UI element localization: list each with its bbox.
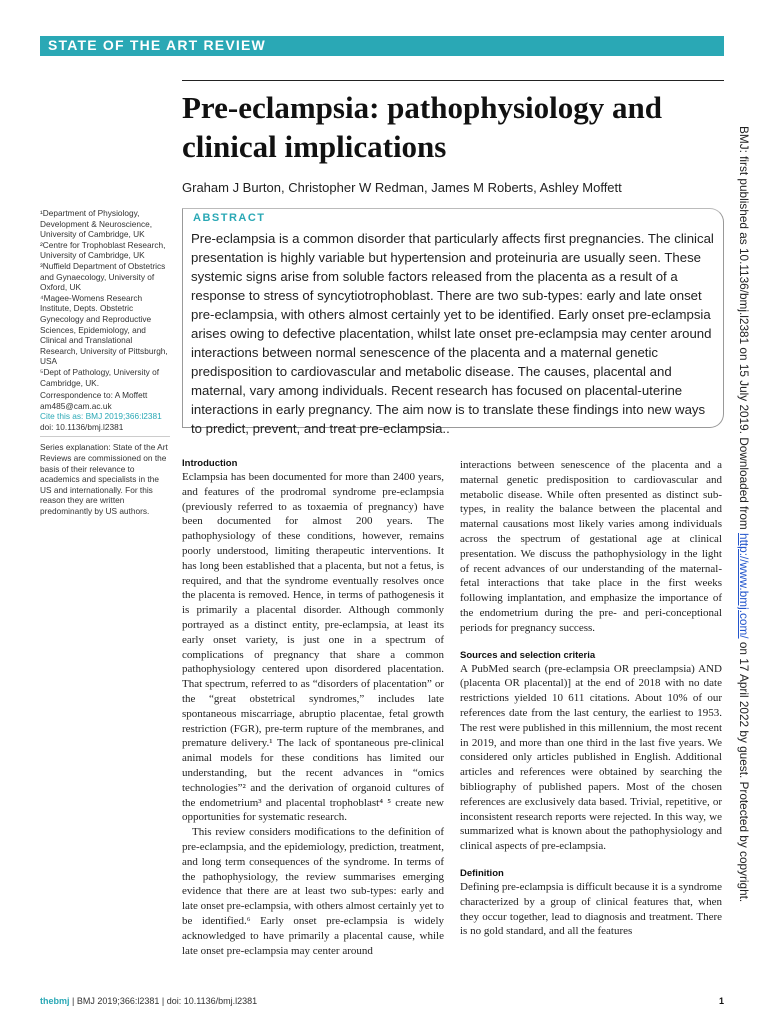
title-rule bbox=[182, 80, 724, 81]
sidebar-divider bbox=[40, 436, 170, 437]
intro-paragraph-1: Eclampsia has been documented for more than 2400 years, and features of the prodromal syndrome pre-eclampsia (previously referred to as toxaemia of pregnancy) have been documented for almost 200 years. The pathophysiology of these conditions, however, remains poorly understood, limiting therapeutic interventions. It has long been established that a placenta, but not a fetus, is required, and that the syndrome eventually resolves once the placenta is removed. Hence, in terms of pathogenesis it is primarily a placental disorder. Although commonly portrayed as a distinct entity, pre-eclampsia, at least its early onset variety, is just one in a spectrum of complications of pregnancy that share a common pathophysiology centered upon disordered placentation. That spectrum, referred to as “disorders of placentation” or the “great obstetrical syndromes,” includes late spontaneous miscarriage, abruptio placentae, fetal growth restriction (FGR), pre-term rupture of the membranes, and premature delivery.¹ The lack of spontaneous pre-clinical animal models for these conditions has limited our understanding, but the recent advances in “omics technologies”² and the derivation of organoid cultures of the endometrium³ and placental trophoblast⁴ ⁵ create new opportunities for systematic research. bbox=[182, 471, 444, 824]
doi-text: doi: 10.1136/bmj.l2381 bbox=[40, 421, 124, 432]
section-label: STATE OF THE ART REVIEW bbox=[48, 37, 266, 53]
abstract-box bbox=[182, 208, 724, 436]
series-explanation: Series explanation: State of the Art Reviews are commissioned on the basis of their relevance to academics and specialists in the US and internationally. For this reason they are written predominantly by US authors. bbox=[40, 442, 168, 517]
notice-prefix: BMJ: first published as 10.1136/bmj.l2381 on 15 July 2019. Downloaded from bbox=[737, 126, 751, 534]
abstract-label: ABSTRACT bbox=[193, 212, 266, 224]
author-list: Graham J Burton, Christopher W Redman, James M Roberts, Ashley Moffett bbox=[182, 180, 622, 195]
download-notice bbox=[737, 126, 759, 903]
bmj-logo: thebmj bbox=[40, 996, 70, 1006]
correspondence-email[interactable]: am485@cam.ac.uk bbox=[40, 400, 112, 411]
page-number: 1 bbox=[718, 996, 724, 1006]
article-title: Pre-eclampsia: pathophysiology and clinical implications bbox=[182, 90, 662, 164]
correspondence-label: Correspondence to: A Moffett bbox=[40, 390, 148, 401]
intro-paragraph-2: This review considers modifications to the definition of pre-eclampsia, and the epidemiology, prediction, treatment, and long term consequences of the syndrome. In terms of the pathophysiology, the review summarises emerging evidence that there are at least two sub-types: early and late onset pre-eclampsia, with others almost certainly yet to be identified.⁶ Early onset pre-eclampsia is widely acknowledged to have primarily a placental cause, while late onset pre-eclampsia may center around bbox=[182, 826, 444, 957]
sidebar bbox=[40, 208, 170, 517]
body-column-right bbox=[460, 458, 722, 939]
definition-paragraph: Defining pre-eclampsia is difficult because it is a syndrome characterized by a group of clinical features that, when they occur together, lead to diagnosis and treatment. There is no gold standard, and all the features bbox=[460, 880, 722, 938]
sources-heading: Sources and selection criteria bbox=[460, 649, 596, 661]
cite-this-as: Cite this as: BMJ 2019;366:l2381 bbox=[40, 411, 162, 422]
abstract-text: Pre-eclampsia is a common disorder that particularly affects first pregnancies. The clinical presentation is highly variable but hypertension and proteinuria are usually seen. These systemic signs arise from soluble factors released from the placenta as a result of a response to stress of syncytiotrophoblast. There are two sub-types: early and late onset pre-eclampsia, with others almost certainly yet to be identified. Early onset pre-eclampsia arises owing to defective placentation, whilst late onset pre-eclampsia may center around interactions between normal senescence of the placenta and a maternal genetic predisposition to cardiovascular and metabolic disease. The causes, placental and maternal, vary among individuals. Recent research has focused on placental-uterine interactions in early pregnancy. The aim now is to translate these findings into new ways to predict, prevent, and treat pre-eclampsia.. bbox=[191, 231, 714, 436]
footer-citation: | BMJ 2019;366:l2381 | doi: 10.1136/bmj.l2381 bbox=[69, 996, 258, 1006]
sources-paragraph: A PubMed search (pre-eclampsia OR preeclampsia) AND (placenta OR placental)] at the end of 2018 with no date restrictions yielded 10 611 citations. About 10% of our references date from the last century, the earliest to 1953. The rest were published in this millennium, the most recent in 2019, and more than one third in the last five years. We considered only articles published in English. Additional articles and references were obtained by searching the bibliography of published papers. Most of the chosen references are exclusively data based. Trivial, repetitive, or inconsistent research reports were rejected. In this way, we summarized what is known about the pathophysiology and clinical aspects of pre-eclampsia. bbox=[460, 662, 722, 853]
notice-suffix: on 17 April 2022 by guest. Protected by copyright. bbox=[737, 638, 751, 903]
definition-heading: Definition bbox=[460, 867, 504, 879]
body-column-left bbox=[182, 458, 444, 958]
bmj-link[interactable]: http://www.bmj.com/ bbox=[737, 533, 751, 639]
affiliation: ²Centre for Trophoblast Research, University of Cambridge, UK bbox=[40, 239, 166, 261]
intro-paragraph-3: interactions between senescence of the placenta and a maternal genetic predisposition to cardiovascular and metabolic disease. While often presented as distinct sub-types, in reality the balance between the placental and maternal causations most likely varies among individuals across the spectrum of gestational age at clinical presentation. We discuss the pathophysiology in the light of recent advances of our understanding of the maternal-fetal interactions that take place in the first weeks following implantation, and emphasize the importance of the endometrium during the pre- and peri-conceptional periods for pregnancy success. bbox=[460, 459, 722, 634]
affiliation: ⁴Magee-Womens Research Institute, Depts. Obstetric Gynecology and Reproductive Sciences, Epidemiology, and Clinical and Translational Research, University of Pittsburgh, USA bbox=[40, 292, 168, 367]
section-banner bbox=[40, 36, 724, 56]
affiliation: ⁵Dept of Pathology, University of Cambridge, UK. bbox=[40, 366, 160, 388]
page-footer bbox=[40, 996, 724, 1006]
affiliation: ¹Department of Physiology, Development & Neuroscience, University of Cambridge, UK bbox=[40, 208, 153, 240]
introduction-heading: Introduction bbox=[182, 458, 238, 469]
affiliation: ³Nuffield Department of Obstetrics and Gynaecology, University of Oxford, UK bbox=[40, 260, 166, 293]
